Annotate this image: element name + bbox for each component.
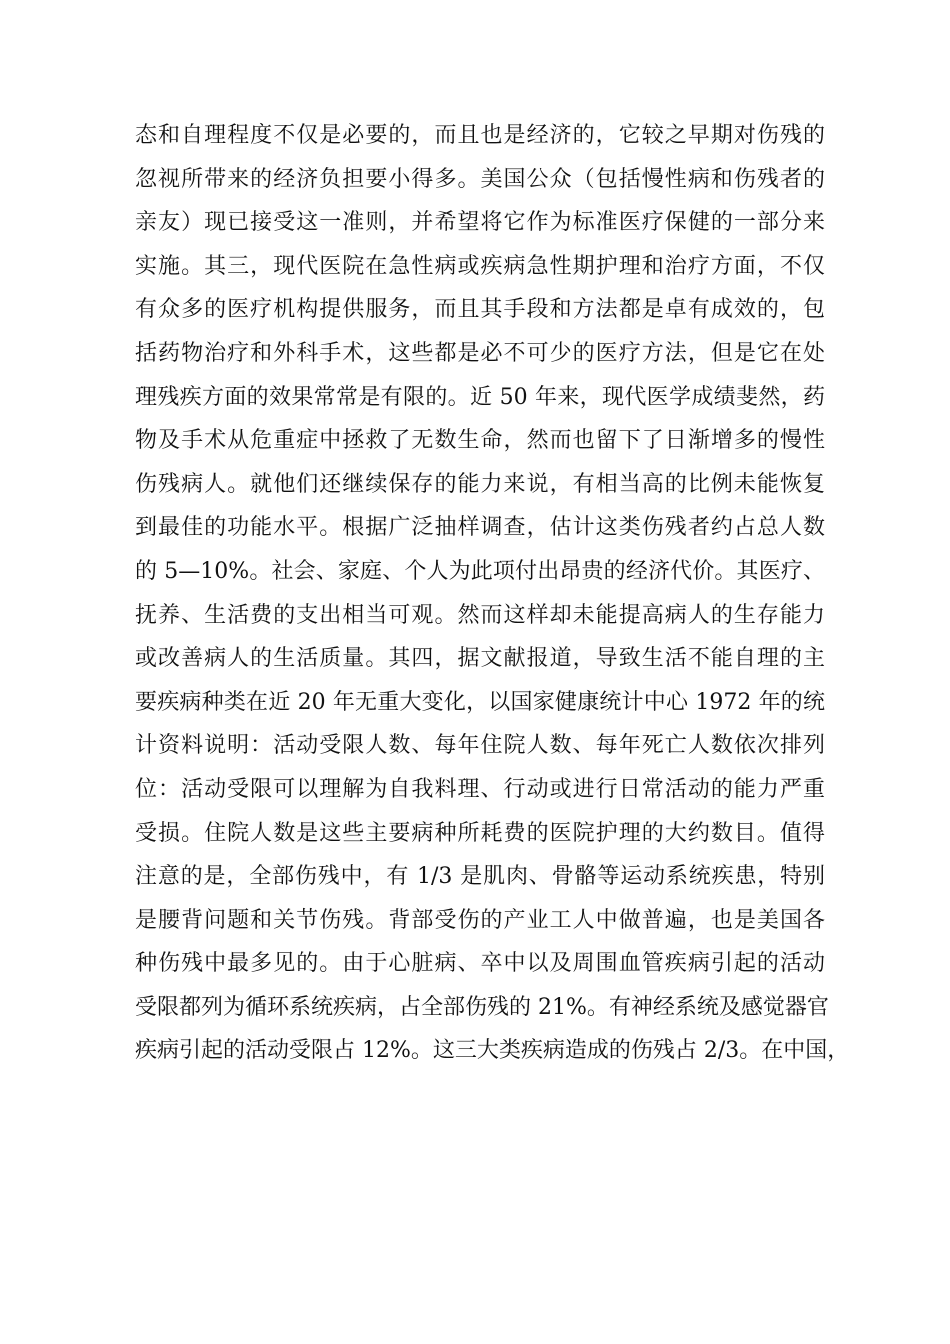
text-line: 受损。住院人数是这些主要病种所耗费的医院护理的大约数目。值得: [135, 820, 825, 846]
text-line: 态和自理程度不仅是必要的，而且也是经济的，它较之早期对伤残的: [135, 123, 825, 148]
text-line: 伤残病人。就他们还继续保存的能力来说，有相当高的比例未能恢复: [135, 471, 825, 497]
text-line: 计资料说明：活动受限人数、每年住院人数、每年死亡人数依次排列: [135, 733, 825, 759]
text-line: 括药物治疗和外科手术，这些都是必不可少的医疗方法，但是它在处: [135, 340, 825, 366]
text-line: 抚养、生活费的支出相当可观。然而这样却未能提高病人的生存能力: [135, 602, 825, 628]
text-line: 受限都列为循环系统疾病，占全部伤残的 21%。有神经系统及感觉器官: [135, 994, 829, 1020]
text-line: 是腰背问题和关节伤残。背部受伤的产业工人中做普遍，也是美国各: [135, 907, 825, 933]
text-line: 忽视所带来的经济负担要小得多。美国公众（包括慢性病和伤残者的: [135, 166, 825, 192]
text-line: 实施。其三，现代医院在急性病或疾病急性期护理和治疗方面，不仅: [135, 253, 825, 279]
body-text: [135, 114, 850, 1073]
text-line: 疾病引起的活动受限占 12%。这三大类疾病造成的伤残占 2/3。在中国，: [135, 1038, 850, 1064]
text-line: 有众多的医疗机构提供服务，而且其手段和方法都是卓有成效的，包: [135, 297, 825, 323]
text-line: 物及手术从危重症中拯救了无数生命，然而也留下了日渐增多的慢性: [135, 428, 825, 454]
text-line: 理残疾方面的效果常常是有限的。近 50 年来，现代医学成绩斐然，药: [135, 384, 825, 410]
text-line: 位：活动受限可以理解为自我料理、行动或进行日常活动的能力严重: [135, 776, 825, 802]
text-line: 亲友）现已接受这一准则，并希望将它作为标准医疗保健的一部分来: [135, 210, 825, 236]
text-line: 到最佳的功能水平。根据广泛抽样调查，估计这类伤残者约占总人数: [135, 515, 825, 541]
text-line: 种伤残中最多见的。由于心脏病、卒中以及周围血管疾病引起的活动: [135, 951, 825, 977]
text-line: 的 5—10%。社会、家庭、个人为此项付出昂贵的经济代价。其医疗、: [135, 558, 825, 584]
text-line: 或改善病人的生活质量。其四，据文献报道，导致生活不能自理的主: [135, 646, 825, 672]
text-line: 注意的是，全部伤残中，有 1/3 是肌肉、骨骼等运动系统疾患，特别: [135, 864, 825, 890]
text-line: 要疾病种类在近 20 年无重大变化，以国家健康统计中心 1972 年的统: [135, 689, 825, 715]
